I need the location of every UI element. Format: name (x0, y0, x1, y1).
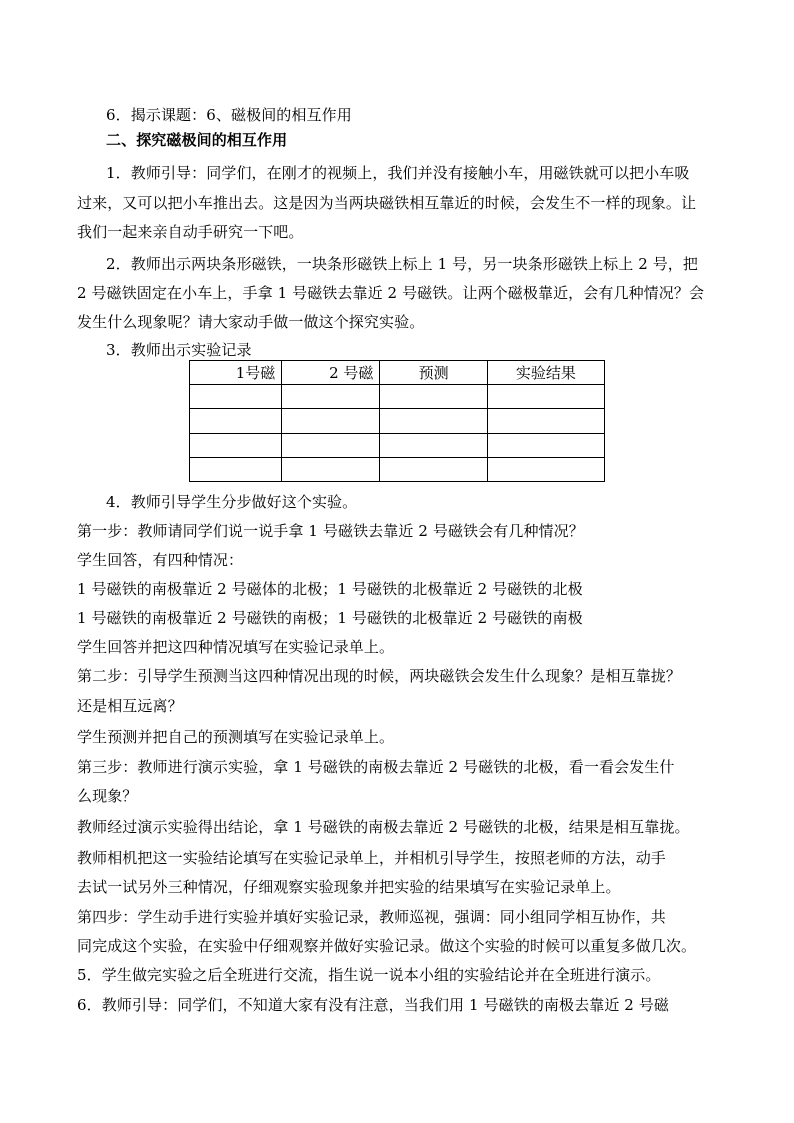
paragraph-line: 第一步：教师请同学们说一说手拿 1 号磁铁去靠近 2 号磁铁会有几种情况？ (77, 522, 584, 540)
table-cell (190, 457, 282, 481)
paragraph-line: 6．教师引导：同学们，不知道大家有没有注意，当我们用 1 号磁铁的南极去靠近 2 号磁 (77, 996, 670, 1014)
paragraph-line: 教师相机把这一实验结论填写在实验记录单上，并相机引导学生，按照老师的方法，动手 (77, 849, 666, 867)
table-header-cell: 2 号磁 (282, 361, 380, 385)
paragraph-line: 学生回答，有四种情况： (77, 551, 244, 569)
paragraph-line: 过来，又可以把小车推出去。这是因为当两块磁铁相互靠近的时候，会发生不一样的现象。让 (77, 194, 697, 212)
experiment-record-table (189, 360, 605, 482)
table-cell (282, 457, 380, 481)
paragraph-line: 1 号磁铁的南极靠近 2 号磁体的北极；1 号磁铁的北极靠近 2 号磁铁的北极 (77, 580, 583, 598)
paragraph-line: 1．教师引导：同学们，在刚才的视频上，我们并没有接触小车，用磁铁就可以把小车吸 (106, 164, 690, 182)
table-cell (190, 433, 282, 457)
table-header-cell: 1号磁 (190, 361, 282, 385)
paragraph-line: 第二步：引导学生预测当这四种情况出现的时候，两块磁铁会发生什么现象？是相互靠拢？ (77, 667, 682, 685)
paragraph-line: 同完成这个实验，在实验中仔细观察并做好实验记录。做这个实验的时候可以重复多做几次。 (77, 937, 697, 955)
paragraph-line: 第四步：学生动手进行实验并填好实验记录，教师巡视，强调：同小组同学相互协作，共 (77, 908, 666, 926)
paragraph-line: 学生预测并把自己的预测填写在实验记录单上。 (77, 728, 395, 746)
table-cell (380, 409, 487, 433)
section-heading: 二、探究磁极间的相互作用 (106, 131, 288, 149)
paragraph-line: 第三步：教师进行演示实验，拿 1 号磁铁的南极去靠近 2 号磁铁的北极，看一看会发生什 (77, 758, 675, 776)
paragraph-line: 1 号磁铁的南极靠近 2 号磁铁的南极；1 号磁铁的北极靠近 2 号磁铁的南极 (77, 609, 583, 627)
paragraph-line: 么现象？ (77, 787, 138, 805)
paragraph-line: 我们一起来亲自动手研究一下吧。 (77, 223, 304, 241)
table-cell (487, 409, 604, 433)
paragraph-line: 4．教师引导学生分步做好这个实验。 (106, 493, 358, 511)
table-cell (282, 385, 380, 409)
paragraph-line: 还是相互远离？ (77, 697, 183, 715)
table-cell (487, 433, 604, 457)
paragraph-line: 6．揭示课题：6、磁极间的相互作用 (106, 106, 352, 124)
paragraph-line: 3．教师出示实验记录 (106, 341, 252, 359)
table-header-row (190, 361, 605, 385)
paragraph-line: 去试一试另外三种情况，仔细观察实验现象并把实验的结果填写在实验记录单上。 (77, 878, 621, 896)
table-cell (282, 433, 380, 457)
table-cell (282, 409, 380, 433)
paragraph-line: 发生什么现象呢？请大家动手做一做这个探究实验。 (77, 313, 425, 331)
table-row (190, 433, 605, 457)
paragraph-line: 2．教师出示两块条形磁铁，一块条形磁铁上标上 1 号，另一块条形磁铁上标上 2 号，把 (106, 255, 699, 273)
table-header-cell: 实验结果 (487, 361, 604, 385)
table-header-cell: 预测 (380, 361, 487, 385)
table-cell (190, 385, 282, 409)
table-cell (380, 433, 487, 457)
table-row (190, 409, 605, 433)
paragraph-line: 5．学生做完实验之后全班进行交流，指生说一说本小组的实验结论并在全班进行演示。 (77, 966, 661, 984)
table-cell (190, 409, 282, 433)
table-row (190, 385, 605, 409)
table-cell (487, 457, 604, 481)
table-cell (487, 385, 604, 409)
paragraph-line: 教师经过演示实验得出结论，拿 1 号磁铁的南极去靠近 2 号磁铁的北极，结果是相互靠拢。 (77, 818, 690, 836)
table-row (190, 457, 605, 481)
paragraph-line: 学生回答并把这四种情况填写在实验记录单上。 (77, 638, 395, 656)
paragraph-line: 2 号磁铁固定在小车上，手拿 1 号磁铁去靠近 2 号磁铁。让两个磁极靠近，会有几种情况？会 (77, 284, 705, 302)
table-cell (380, 385, 487, 409)
table-cell (380, 457, 487, 481)
